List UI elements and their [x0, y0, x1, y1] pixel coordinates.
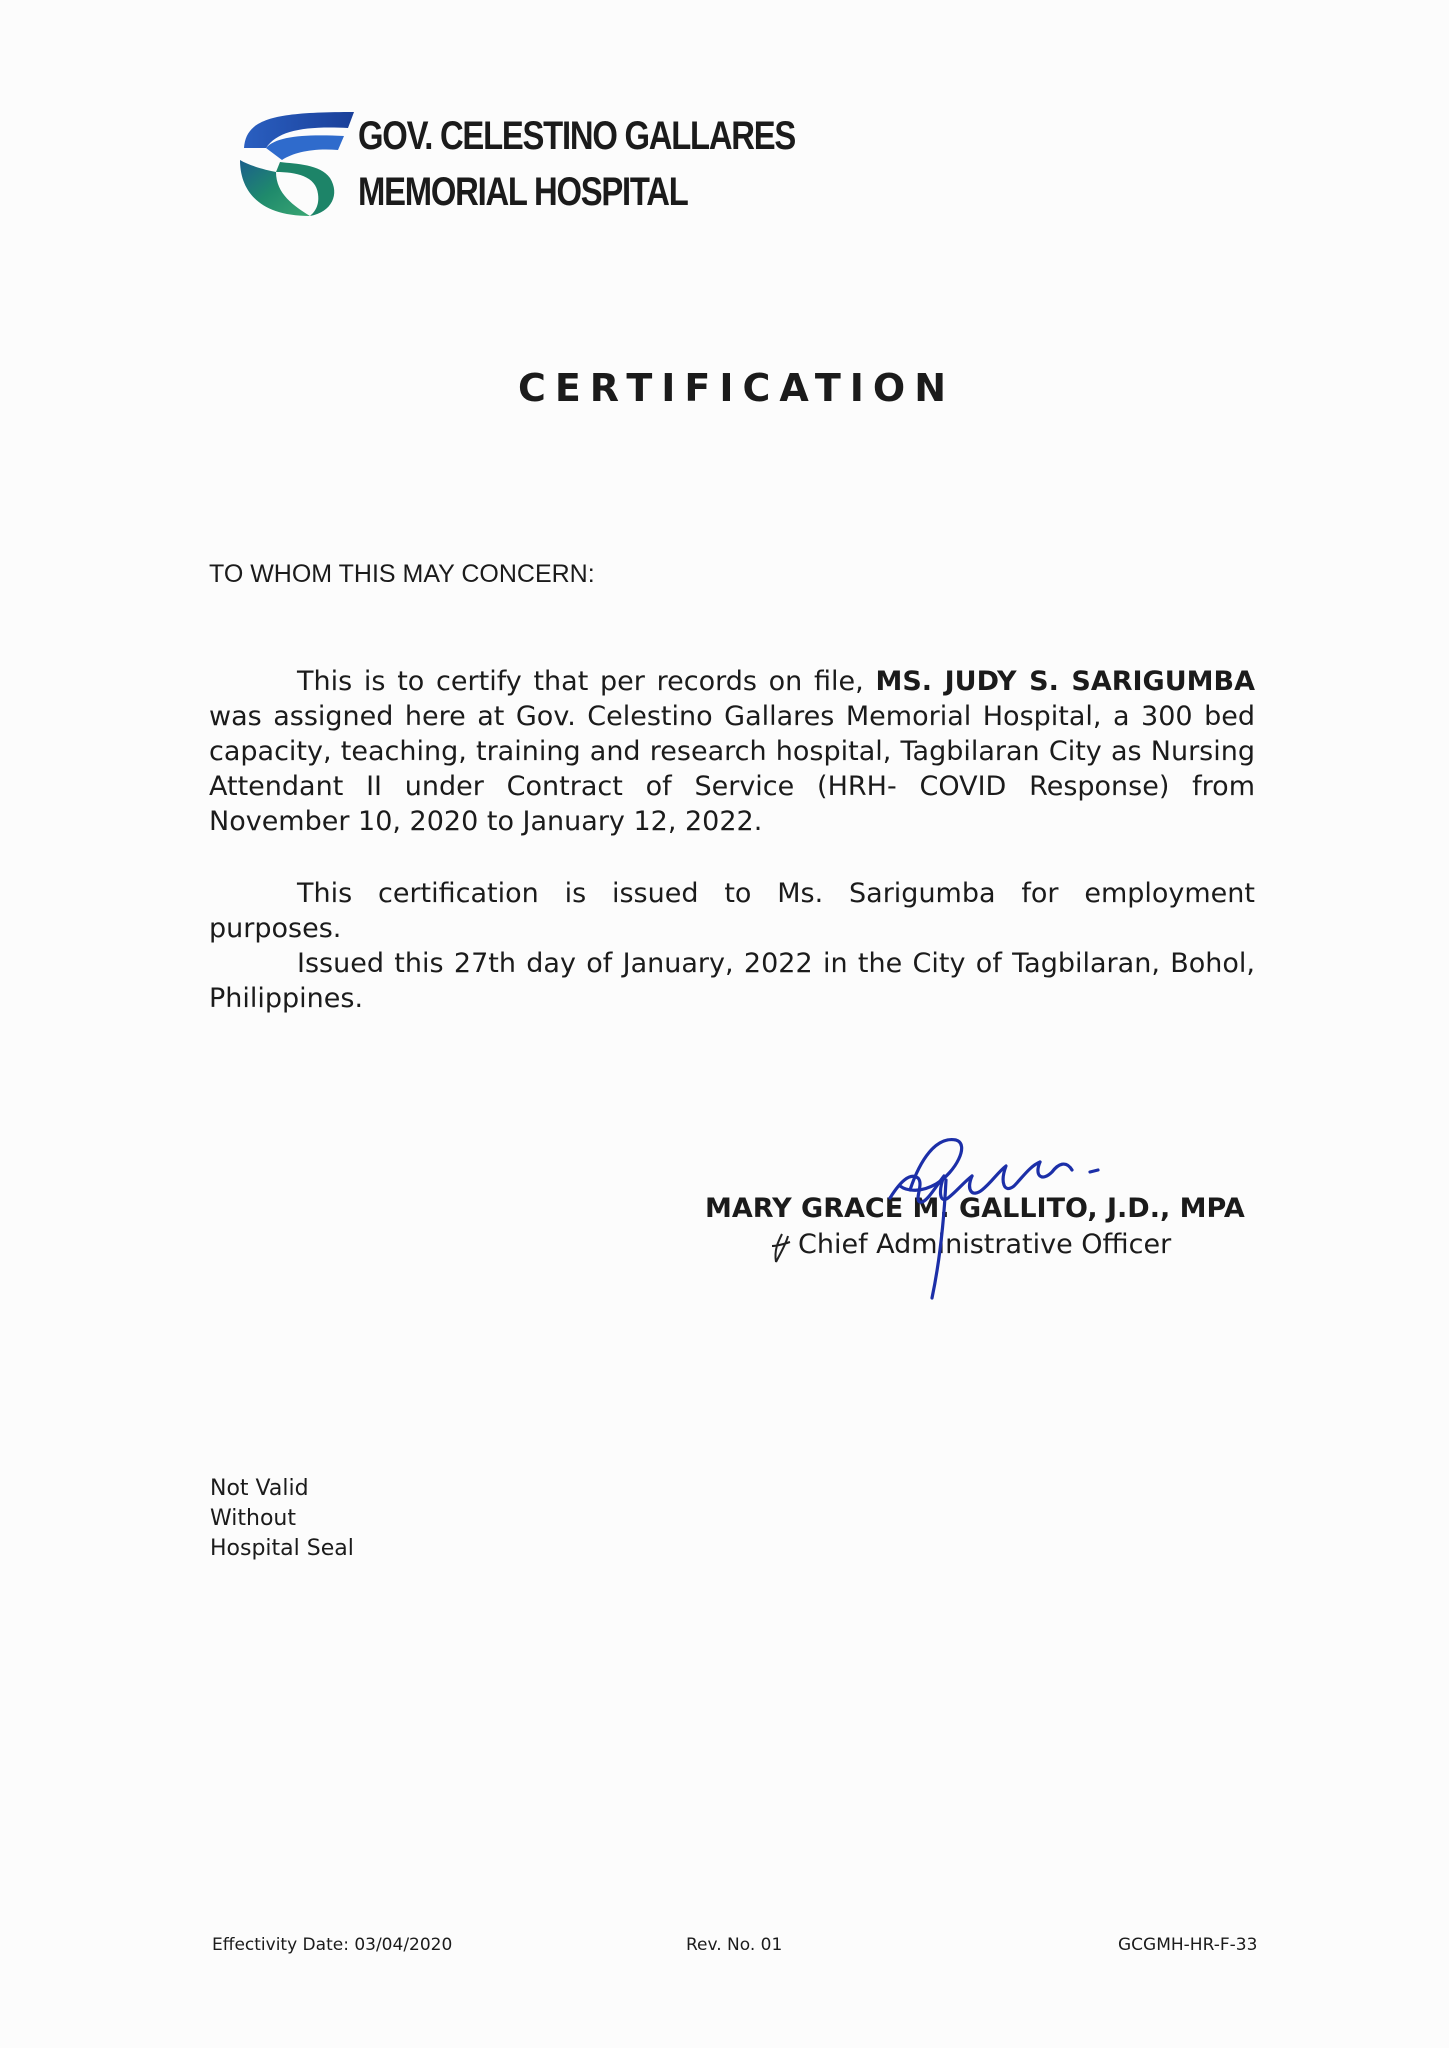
seal-note-line-3: Hospital Seal [210, 1536, 354, 1561]
seal-validity-note [210, 1474, 354, 1564]
purpose-paragraph: This certification is issued to Ms. Sarigumba for employment purposes. [209, 878, 1255, 944]
signatory-title: Chief Administrative Officer [798, 1229, 1172, 1260]
initial-mark-icon [770, 1232, 792, 1266]
paragraph-text-end: was assigned here at Gov. Celestino Gallares Memorial Hospital, a 300 bed capacity, teaching, training and research hospital, Tagbilaran City as Nursing Attendant II under Contract of Service (HRH- COVID Response) from November 10, 2020 to January 12, 2022. [209, 701, 1255, 837]
salutation: TO WHOM THIS MAY CONCERN: [209, 560, 595, 588]
organization-name-line-1: GOV. CELESTINO GALLARES [358, 114, 796, 158]
effectivity-date: Effectivity Date: 03/04/2020 [212, 1935, 453, 1955]
hospital-logo-icon [236, 108, 356, 220]
certification-paragraph [209, 664, 1255, 839]
revision-number: Rev. No. 01 [686, 1935, 783, 1955]
form-code: GCGMH-HR-F-33 [1118, 1935, 1258, 1955]
issuance-paragraph: Issued this 27th day of January, 2022 in the City of Tagbilaran, Bohol, Philippines. [209, 948, 1255, 1014]
seal-note-line-2: Without [210, 1506, 296, 1531]
document-title: CERTIFICATION [517, 366, 956, 410]
signatory-name: MARY GRACE M. GALLITO, J.D., MPA [705, 1193, 1245, 1224]
organization-name [358, 108, 795, 220]
seal-note-line-1: Not Valid [210, 1476, 309, 1501]
organization-name-line-2: MEMORIAL HOSPITAL [358, 170, 688, 214]
paragraph-text-start: This is to certify that per records on file, [297, 666, 876, 697]
employee-name: MS. JUDY S. SARIGUMBA [875, 666, 1255, 697]
